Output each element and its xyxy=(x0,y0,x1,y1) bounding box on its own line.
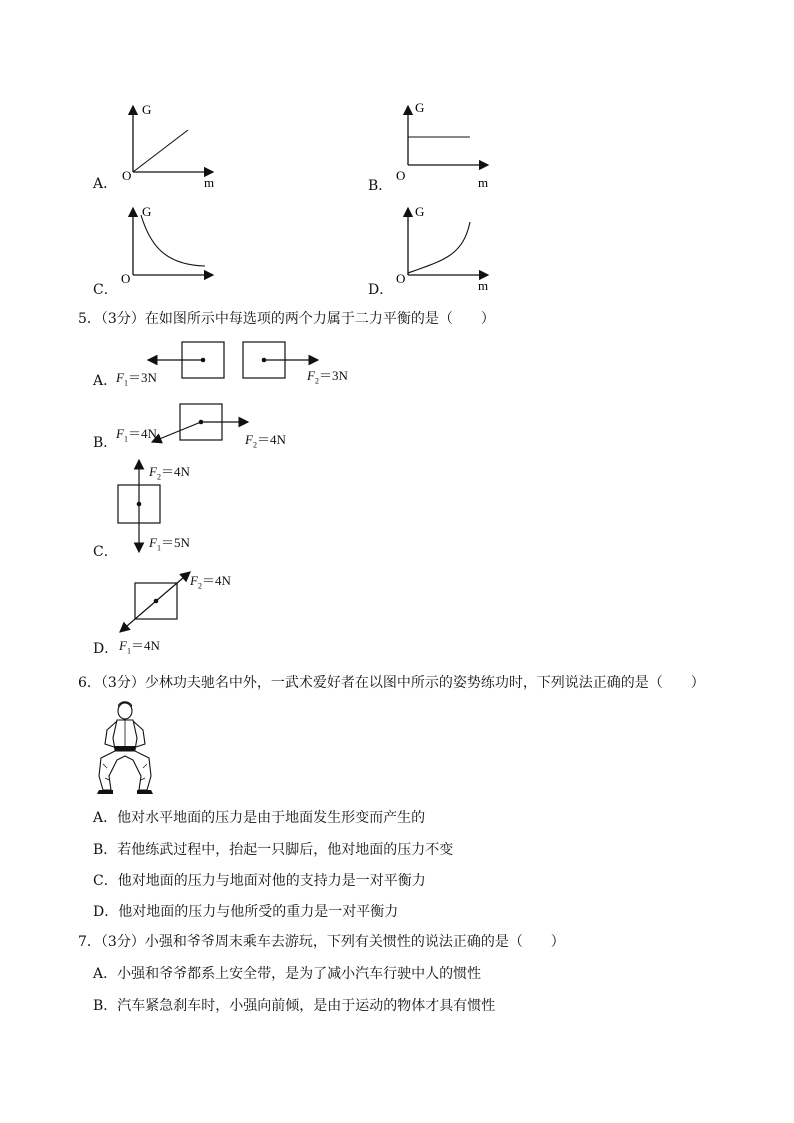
martial-artist-figure xyxy=(95,698,155,798)
q7-stem: 7．（3分）小强和爷爷周末乘车去游玩，下列有关惯性的说法正确的是（ ） xyxy=(78,934,565,950)
q5-b-f1: $F_1=4N$ xyxy=(116,426,157,444)
q5-c-f1: $F_1=5N$ xyxy=(149,535,190,553)
svg-text:O: O xyxy=(396,271,406,286)
svg-text:m: m xyxy=(478,278,489,293)
q4-graph-c xyxy=(110,200,220,295)
q5-d-f1: $F_1=4N$ xyxy=(119,638,160,656)
svg-text:G: G xyxy=(142,204,152,219)
q6-option-c: C．他对地面的压力与地面对他的支持力是一对平衡力 xyxy=(93,873,426,889)
q6-option-d: D．他对地面的压力与他所受的重力是一对平衡力 xyxy=(93,904,399,920)
q6-option-b: B．若他练武过程中，抬起一只脚后，他对地面的压力不变 xyxy=(93,842,454,858)
q4-graph-a xyxy=(110,100,220,190)
q7-option-a: A．小强和爷爷都系上安全带，是为了减小汽车行驶中人的惯性 xyxy=(93,966,482,982)
q4-option-d-label: D． xyxy=(368,282,394,298)
q4-c-curve xyxy=(141,215,205,266)
q5-option-a-label: A． xyxy=(93,373,118,389)
q6-option-a: A．他对水平地面的压力是由于地面发生形变而产生的 xyxy=(93,810,426,826)
q6-stem: 6．（3分）少林功夫驰名中外，一武术爱好者在以图中所示的姿势练功时，下列说法正确的是（ ） xyxy=(78,675,705,691)
svg-text:O: O xyxy=(121,271,131,286)
q7-option-b: B．汽车紧急刹车时，小强向前倾，是由于运动的物体才具有惯性 xyxy=(93,998,496,1014)
q4-graph-b xyxy=(385,100,495,190)
q5-option-d-label: D． xyxy=(93,641,119,657)
q4-option-b-label: B． xyxy=(368,178,393,194)
q4-option-a-label: A． xyxy=(93,176,118,192)
q4-option-c-label: C． xyxy=(93,282,118,298)
svg-text:G: G xyxy=(415,100,425,115)
q5-stem: 5．（3分）在如图所示中每选项的两个力属于二力平衡的是（ ） xyxy=(78,311,495,327)
svg-text:m: m xyxy=(204,175,215,190)
q4-graph-d xyxy=(385,200,495,295)
q5-a-f1: $F_1=3N$ xyxy=(116,370,157,388)
q4-a-line xyxy=(133,130,188,172)
q5-b-f2: $F_2=4N$ xyxy=(245,432,286,450)
q5-option-b-label: B． xyxy=(93,435,118,451)
q4-d-curve xyxy=(408,222,470,273)
q5-c-f2: $F_2=4N$ xyxy=(149,464,190,482)
svg-text:G: G xyxy=(142,102,152,117)
svg-text:m: m xyxy=(478,175,489,190)
q5-d-f2: $F_2=4N$ xyxy=(190,573,231,591)
svg-text:O: O xyxy=(396,168,406,183)
svg-text:O: O xyxy=(122,168,132,183)
q5-a-f2: $F_2=3N$ xyxy=(307,368,348,386)
q5-option-c-label: C． xyxy=(93,544,118,560)
svg-text:G: G xyxy=(415,204,425,219)
